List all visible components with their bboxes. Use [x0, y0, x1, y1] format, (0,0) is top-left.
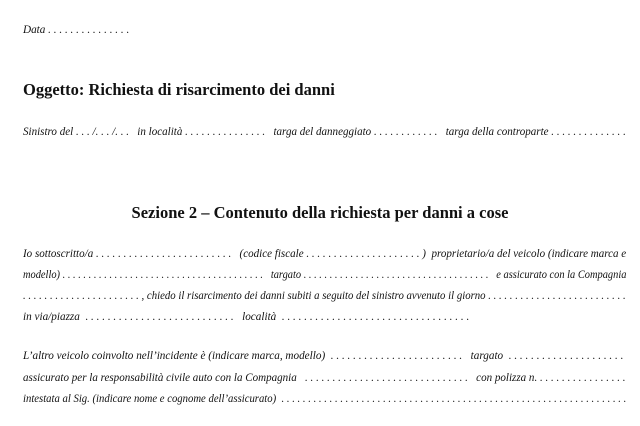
- subject-title: Oggetto: Richiesta di risarcimento dei danni: [23, 80, 335, 99]
- other-vehicle-line-3: intestata al Sig. (indicare nome e cognome dell’assicurato) . . . . . . . . . . . . . . . . . . . . . . . . . . . . . . . . . . . . . . . . . . . . . . . . . . . . . . . . . . . . . . . . .: [23, 393, 627, 405]
- section-2-title: Sezione 2 – Contenuto della richiesta per danni a cose: [131, 203, 509, 222]
- other-vehicle-line-1: L’altro veicolo coinvolto nell’incidente è (indicare marca, modello) . . . . . . . . . . . . . . . . . . . . . . . . targato . . . . . . . . . . . . . . . . . . . . .: [23, 350, 624, 362]
- owner-line-1: Io sottoscritto/a . . . . . . . . . . . . . . . . . . . . . . . . . (codice fiscale . . . . . . . . . . . . . . . . . . . . . ) proprietario/a del veicolo (indicare marca e: [23, 248, 627, 260]
- other-vehicle-line-2: assicurato per la responsabilità civile auto con la Compagnia . . . . . . . . . . . . . . . . . . . . . . . . . . . . . . con polizza n. . . . . . . . . . . . . . . . .: [23, 372, 626, 384]
- owner-line-4: in via/piazza . . . . . . . . . . . . . . . . . . . . . . . . . . . località . . . . . . . . . . . . . . . . . . . . . . . . . . . . . . . . . .: [23, 311, 470, 323]
- date-line: Data . . . . . . . . . . . . . . .: [23, 24, 130, 36]
- owner-line-2: modello) . . . . . . . . . . . . . . . . . . . . . . . . . . . . . . . . . . . . . . . targato . . . . . . . . . . . . . . . . . . . . . . . . . . . . . . . . . . . . e assicurato con la Compagnia: [23, 269, 627, 281]
- claim-details-line: Sinistro del . . . /. . . /. . . in località . . . . . . . . . . . . . . . targa del danneggiato . . . . . . . . . . . . targa della controparte . . . . . . . . . . . . . .: [23, 126, 626, 138]
- owner-line-3: . . . . . . . . . . . . . . . . . . . . . . , chiedo il risarcimento dei danni subiti a seguito del sinistro avvenuto il giorno . . . . . . . . . . . . . . . . . . . . . . . . . .: [23, 290, 626, 302]
